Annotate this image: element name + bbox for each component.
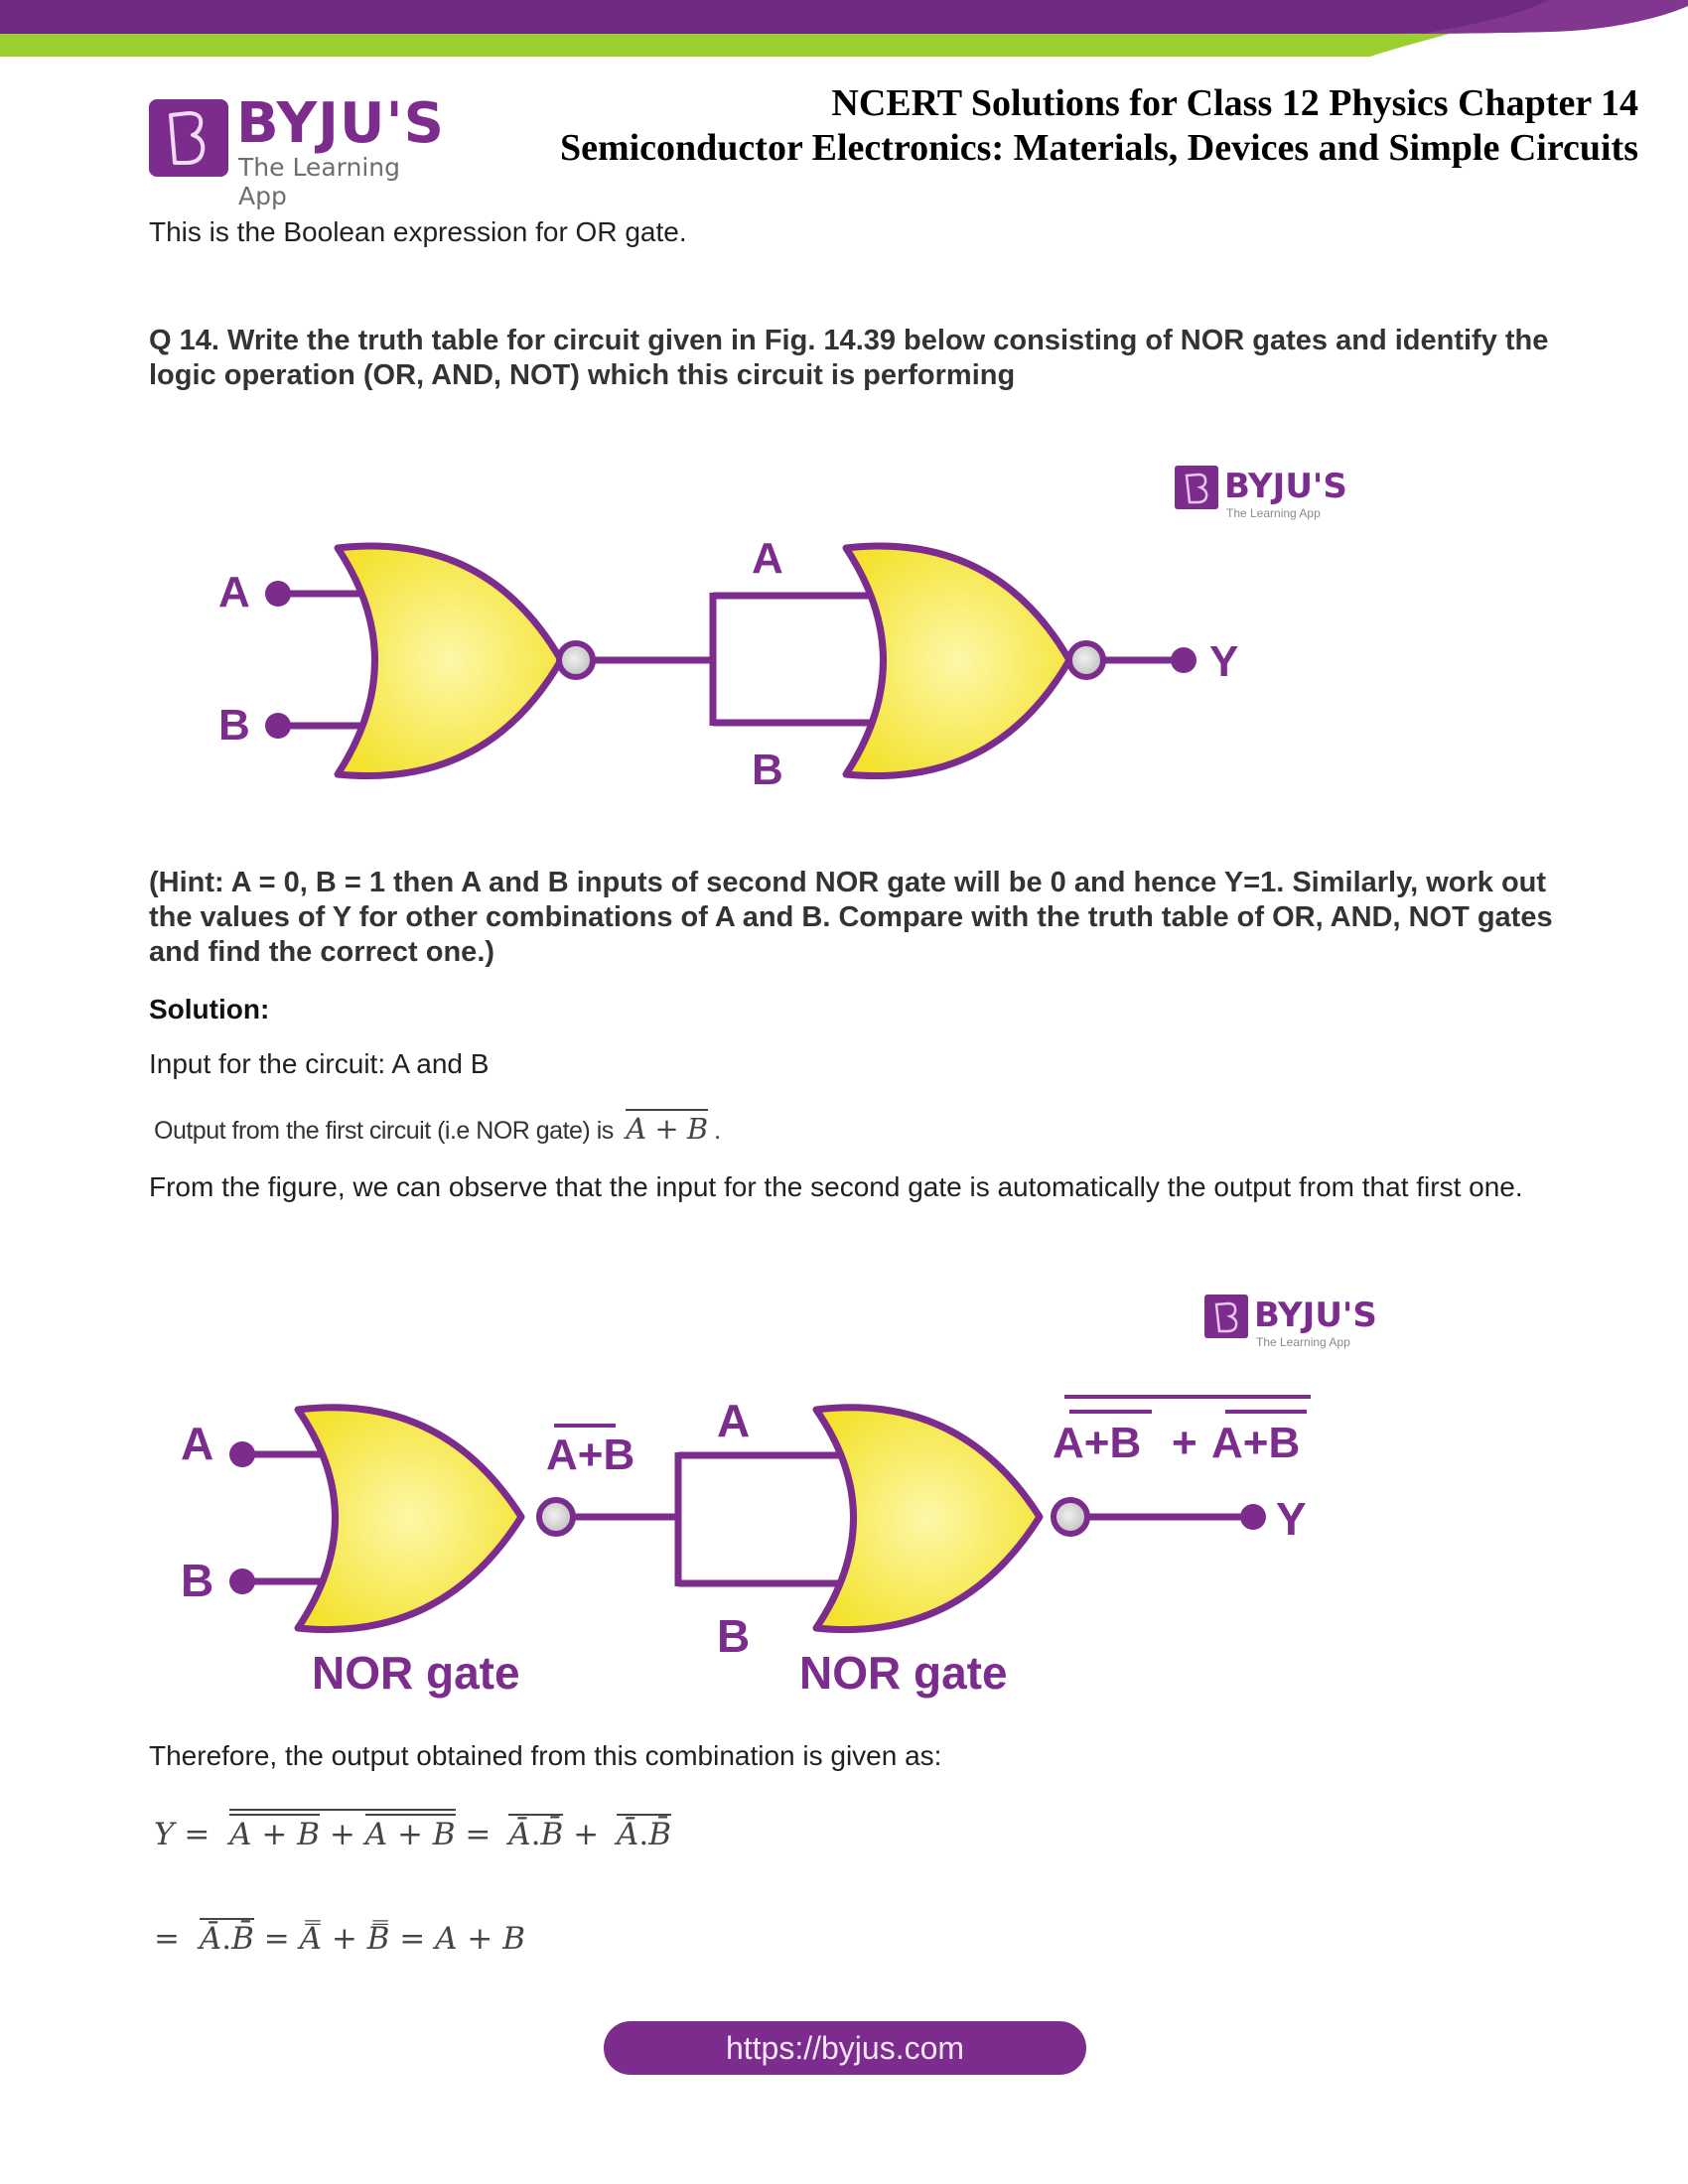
hint-text: (Hint: A = 0, B = 1 then A and B inputs of second NOR gate will be 0 and hence Y=1. Similarly, work out the values of Y for other combinations of A and B. Compare with the truth table of OR, AND, NOT gates and find the correct one.) [149, 867, 1553, 968]
input-b-label: B [218, 701, 250, 750]
mid-a-label: A [752, 534, 783, 583]
title-line-2: Semiconductor Electronics: Materials, Devices and Simple Circuits [559, 127, 1638, 169]
svg-text:The Learning App: The Learning App [1226, 506, 1321, 520]
b-letter-icon [165, 109, 209, 167]
output-y-label: Y [1209, 637, 1239, 686]
svg-text:A: A [717, 1395, 751, 1446]
logo-mark [149, 99, 228, 177]
byjus-watermark [1175, 466, 1347, 520]
second-output-part2: A+B [1211, 1419, 1301, 1467]
svg-text:BYJU'S: BYJU'S [1254, 1296, 1377, 1335]
output-line-suffix: . [714, 1117, 721, 1145]
svg-text:B: B [717, 1610, 751, 1662]
question-14: Q 14. Write the truth table for circuit given in Fig. 14.39 below consisting of NOR gates and identify the logic operation (OR, AND, NOT) which this circuit is performing [149, 325, 1549, 391]
from-figure-text: From the figure, we can observe that the input for the second gate is automatically the output from that first one. [149, 1171, 1523, 1202]
svg-text:A: A [181, 1418, 214, 1469]
svg-text:The Learning App: The Learning App [1256, 1335, 1350, 1349]
input-line: Input for the circuit: A and B [149, 1048, 490, 1079]
output-line [154, 1112, 721, 1146]
nor-circuit-figure-1 [199, 452, 1390, 809]
nor-circuit-figure-2 [159, 1281, 1410, 1717]
equation-2: = Ā.B̄ = A̿ + B̿ = A + B [154, 1921, 525, 1957]
svg-text:BYJU'S: BYJU'S [1224, 467, 1347, 506]
solution-label: Solution: [149, 994, 270, 1024]
logo-wordmark: BYJU'S [236, 91, 445, 156]
nor-gate-2-2 [816, 1408, 1040, 1630]
output-expr: A + B [626, 1109, 708, 1146]
nor-gate-2 [846, 546, 1069, 776]
logo-tagline: The Learning App [238, 153, 400, 210]
byjus-watermark-2 [1204, 1295, 1377, 1349]
mid-b-label: B [752, 746, 783, 794]
footer-url-link[interactable]: https://byjus.com [604, 2021, 1086, 2075]
output-line-prefix: Output from the first circuit (i.e NOR gate) is [154, 1117, 614, 1145]
byjus-logo [149, 91, 445, 210]
header-banner [0, 0, 1688, 79]
gate1-label: NOR gate [312, 1647, 520, 1699]
nor-gate-2-1 [298, 1408, 521, 1630]
second-output-part1: A+B [1053, 1419, 1142, 1467]
nor-gate-1 [338, 546, 561, 776]
equation-1: Y = A + B + A + B = Ā.B̄ + Ā.B̄ [154, 1809, 671, 1852]
page-title [560, 81, 1638, 171]
first-output-label: A+B [546, 1431, 635, 1479]
therefore-text: Therefore, the output obtained from this combination is given as: [149, 1740, 942, 1771]
gate2-label: NOR gate [799, 1647, 1008, 1699]
input-a-label: A [218, 568, 250, 616]
title-line-1: NCERT Solutions for Class 12 Physics Chapter 14 [831, 82, 1638, 124]
intro-text: This is the Boolean expression for OR gate. [149, 216, 687, 247]
svg-text:B: B [181, 1555, 214, 1606]
svg-text:Y: Y [1276, 1493, 1307, 1545]
svg-text:+: + [1172, 1419, 1197, 1467]
